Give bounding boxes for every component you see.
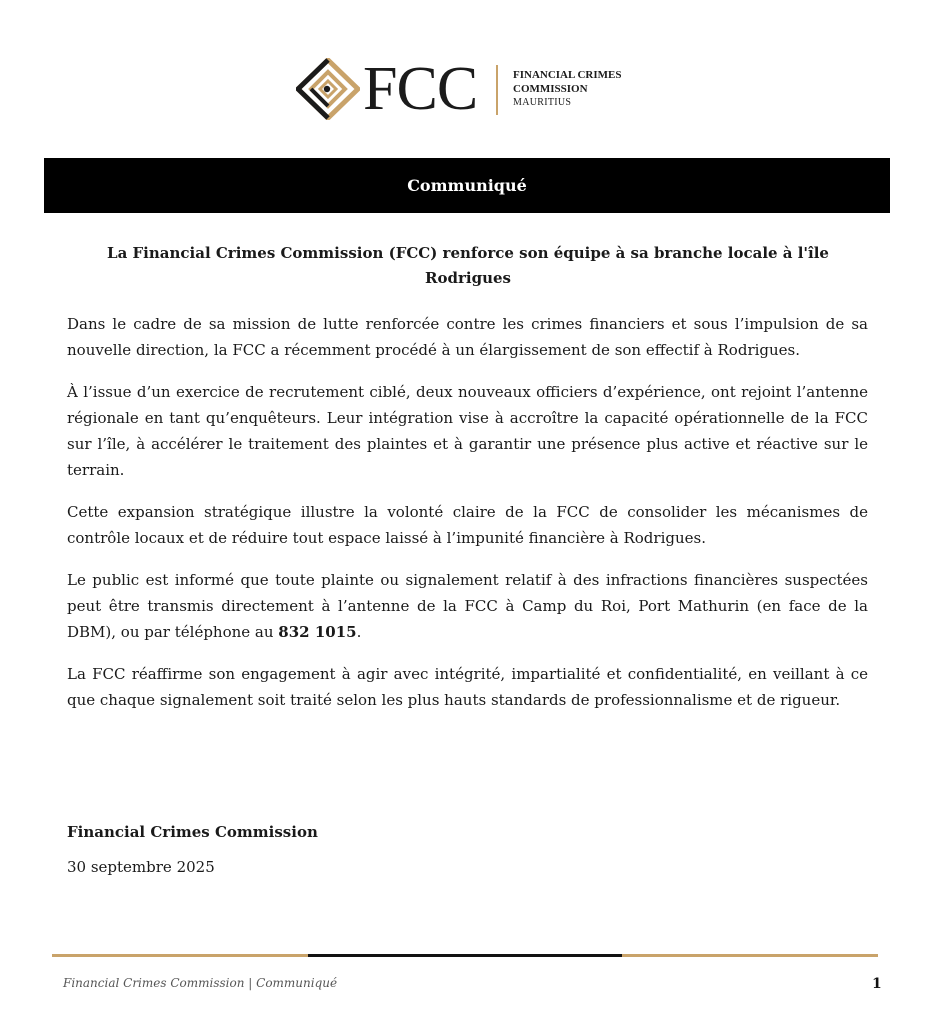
- paragraph-1: Dans le cadre de sa mission de lutte renforcée contre les crimes financiers et sous l’impulsion de sa nouvelle direction, la FCC a récemment procédé à un élargissement de son effectif à Rodrigues.: [67, 315, 868, 359]
- paragraph-2: À l’issue d’un exercice de recrutement ciblé, deux nouveaux officiers d’expérience, ont rejoint l’antenne régionale en tant qu’enquêteurs. Leur intégration vise à accroître la capacité opérationnelle de la FCC sur l’île, à accélérer le traitement des plaintes et à garantir une présence plus active et réactive sur le terrain.: [67, 383, 868, 479]
- headline: La Financial Crimes Commission (FCC) renforce son équipe à sa branche locale à l'île Rodrigues: [107, 244, 829, 287]
- paragraph-4-end: .: [356, 623, 362, 641]
- footer-text: Financial Crimes Commission | Communiqué: [63, 976, 338, 990]
- body-text: [67, 311, 868, 729]
- communique-banner: [44, 158, 890, 213]
- fcc-diamond-logo-icon: [296, 58, 360, 120]
- footer-rule: [52, 954, 878, 957]
- paragraph-4: [67, 567, 868, 645]
- paragraph-5: La FCC réaffirme son engagement à agir avec intégrité, impartialité et confidentialité, en veillant à ce que chaque signalement soit traité selon les plus hauts standards de professionnalisme et de rigueur.: [67, 665, 868, 709]
- banner-title: Communiqué: [407, 176, 527, 195]
- logo-divider: [496, 65, 498, 115]
- signature-org: Financial Crimes Commission: [67, 823, 318, 841]
- logo-org-name: [513, 68, 622, 110]
- org-line-1: FINANCIAL CRIMES: [513, 69, 622, 81]
- org-line-2: COMMISSION: [513, 83, 588, 95]
- logo-wordmark: FCC: [363, 55, 478, 123]
- phone-number: 832 1015: [278, 623, 357, 641]
- signature-block: [67, 819, 318, 880]
- paragraph-4-text: Le public est informé que toute plainte ou signalement relatif à des infractions financières suspectées peut être transmis directement à l’antenne de la FCC à Camp du Roi, Port Mathurin (en face de la DBM), ou par téléphone au: [67, 571, 868, 641]
- signature-date: 30 septembre 2025: [67, 858, 215, 876]
- fcc-logo: [296, 55, 656, 123]
- paragraph-3: Cette expansion stratégique illustre la volonté claire de la FCC de consolider les mécanismes de contrôle locaux et de réduire tout espace laissé à l’impunité financière à Rodrigues.: [67, 503, 868, 547]
- org-country: MAURITIUS: [513, 97, 572, 108]
- page-number: 1: [872, 976, 882, 992]
